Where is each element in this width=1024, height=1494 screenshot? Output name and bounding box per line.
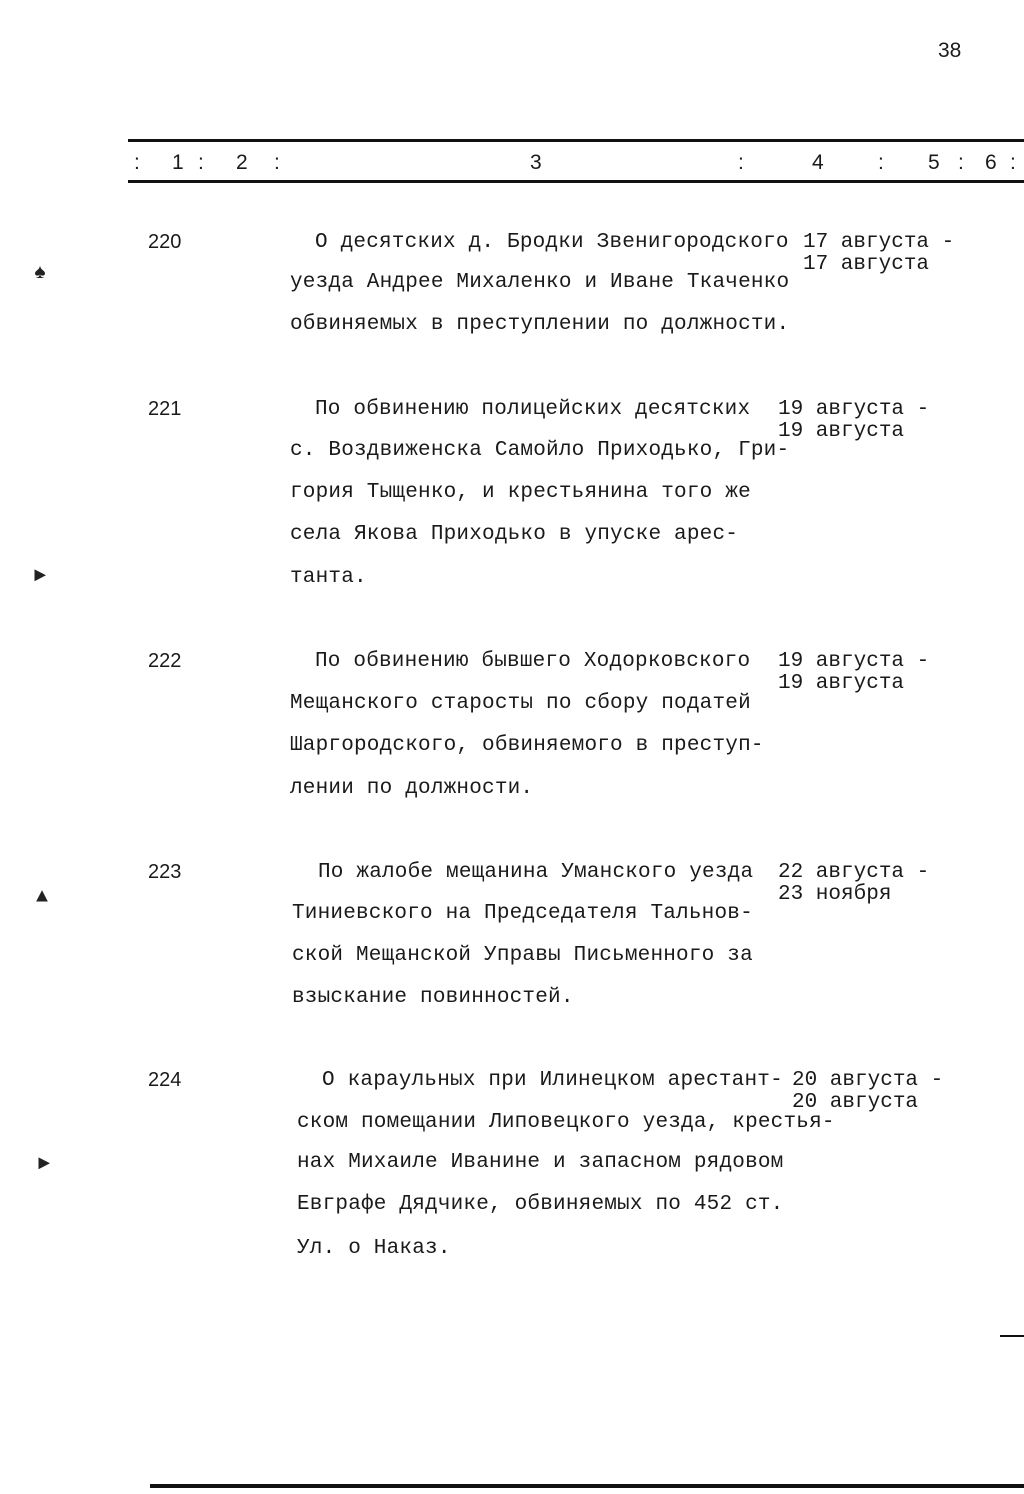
date-from: 19 августа -	[778, 398, 930, 421]
entry-description-line: лении по должности.	[290, 777, 534, 800]
entry-description-line: По обвинению бывшего Ходорковского	[315, 650, 751, 673]
entry-description-line: Ул. о Наказ.	[297, 1237, 451, 1260]
entry-description-line: села Якова Приходько в упуске арес-	[290, 523, 739, 546]
entry-number: 224	[148, 1069, 182, 1091]
column-separator: :	[134, 151, 140, 174]
entry-number: 221	[148, 398, 182, 420]
margin-mark: ▲	[36, 886, 49, 909]
column-separator: :	[198, 151, 204, 174]
entry-description-line: Евграфе Дядчике, обвиняемых по 452 ст.	[297, 1193, 784, 1216]
entry-description-line: уезда Андрее Михаленко и Иване Ткаченко	[290, 271, 790, 294]
date-from: 20 августа -	[792, 1069, 944, 1092]
entry-number: 222	[148, 650, 182, 672]
entry-number: 220	[148, 231, 182, 253]
entry-description-line: Шаргородского, обвиняемого в преступ-	[290, 734, 764, 757]
column-header-label: 1	[172, 151, 184, 174]
margin-mark: ►	[34, 565, 47, 588]
entry-description-line: ской Мещанской Управы Письменного за	[292, 944, 753, 967]
column-header-label: 5	[928, 151, 940, 174]
column-header-label: 6	[985, 151, 997, 174]
entry-description-line: ском помещании Липовецкого уезда, крестья-	[297, 1111, 835, 1134]
entry-description-line: обвиняемых в преступлении по должности.	[290, 313, 790, 336]
column-header-label: 4	[812, 151, 824, 174]
header-bottom-rule	[128, 180, 1024, 183]
entry-description-line: танта.	[290, 566, 367, 589]
entry-description-line: По обвинению полицейских десятских	[315, 398, 751, 421]
margin-mark: ♠	[34, 262, 47, 285]
date-to: 19 августа	[778, 420, 905, 443]
date-from: 22 августа -	[778, 861, 930, 884]
entry-description-line: с. Воздвиженска Самойло Приходько, Гри-	[290, 439, 790, 462]
entry-description-line: По жалобе мещанина Уманского уезда	[318, 861, 754, 884]
column-header-label: 3	[530, 151, 542, 174]
date-to: 17 августа	[803, 253, 930, 276]
entry-description-line: Мещанского старосты по сбору податей	[290, 692, 751, 715]
entry-description-line: О десятских д. Бродки Звенигородского	[315, 231, 789, 254]
column-separator: :	[958, 151, 964, 174]
header-top-rule	[128, 139, 1024, 142]
page-number: 38	[938, 39, 962, 62]
entry-description-line: О караульных при Илинецком арестант-	[322, 1069, 783, 1092]
date-to: 20 августа	[792, 1091, 919, 1114]
column-header-label: 2	[236, 151, 248, 174]
entry-description-line: гория Тыщенко, и крестьянина того же	[290, 481, 751, 504]
margin-stroke	[1000, 1335, 1024, 1337]
entry-description-line: нах Михаиле Иванине и запасном рядовом	[297, 1151, 784, 1174]
entry-description-line: Тиниевского на Председателя Тальнов-	[292, 902, 753, 925]
column-separator: :	[878, 151, 884, 174]
date-to: 19 августа	[778, 672, 905, 695]
column-separator: :	[274, 151, 280, 174]
date-from: 17 августа -	[803, 231, 955, 254]
bottom-edge	[150, 1484, 1024, 1488]
date-from: 19 августа -	[778, 650, 930, 673]
column-separator: :	[738, 151, 744, 174]
column-separator: :	[1010, 151, 1016, 174]
entry-description-line: взыскание повинностей.	[292, 986, 574, 1009]
margin-mark: ►	[38, 1153, 51, 1176]
entry-number: 223	[148, 861, 182, 883]
date-to: 23 ноября	[778, 883, 892, 906]
